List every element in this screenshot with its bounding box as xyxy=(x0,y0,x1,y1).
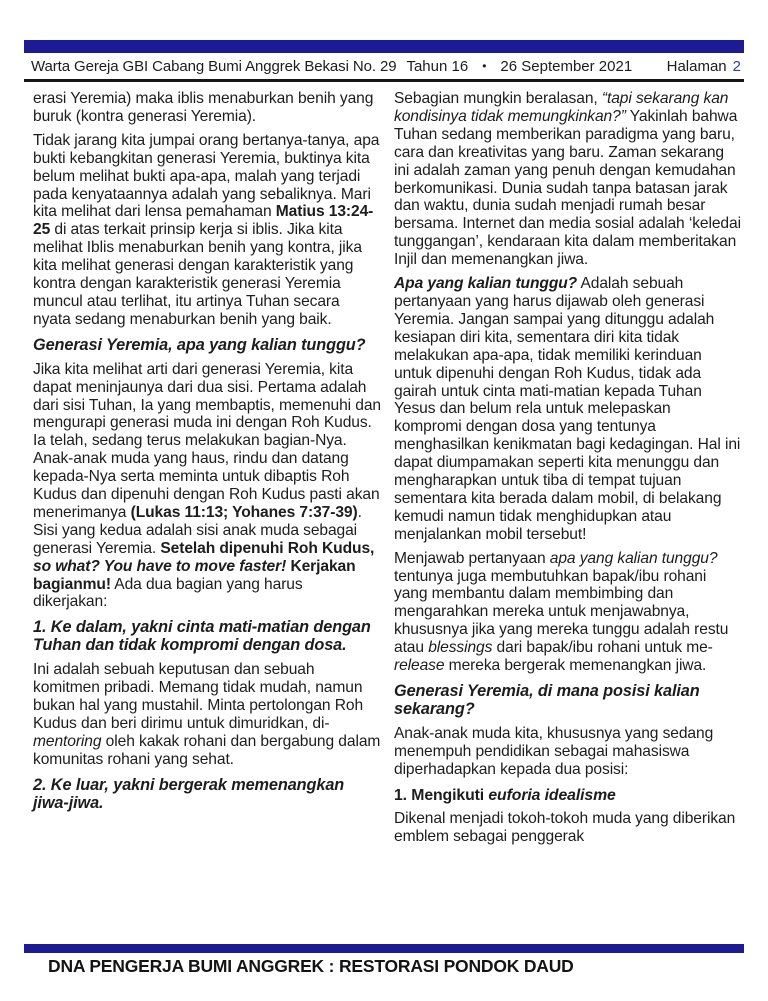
text-run: Sebagian mungkin beralasan, xyxy=(394,90,602,107)
text-run: so what? You have to move faster! xyxy=(33,557,287,575)
text-run: apa yang kalian tunggu? xyxy=(549,549,718,567)
newsletter-year: Tahun 16 xyxy=(406,58,469,75)
header-rule-divider xyxy=(24,79,744,82)
page-number-label: Halaman xyxy=(666,58,727,75)
text-run: tentunya juga membutuhkan bapak/ibu rohani yang membantu dalam membimbing dan mengarahkan mereka untuk menjawabnya, khususnya jika yang mereka tunggu adalah restu atau xyxy=(394,567,729,657)
paragraph xyxy=(394,810,742,846)
text-run: 2. Ke luar, yakni bergerak memenangkan jiwa-jiwa. xyxy=(33,775,345,812)
footer-slogan: DNA PENGERJA BUMI ANGGREK : RESTORASI PONDOK DAUD xyxy=(48,956,574,976)
text-run: 1. Mengikuti xyxy=(394,786,489,804)
paragraph xyxy=(394,725,742,779)
section-heading xyxy=(33,337,381,355)
text-run: “tapi sekarang kan kondisinya tidak memungkinkan?” xyxy=(394,90,729,125)
paragraph xyxy=(33,661,381,768)
text-run: mentoring xyxy=(33,732,102,750)
article-column-left xyxy=(33,90,381,852)
text-run: dari bapak/ibu rohani untuk me- xyxy=(492,639,713,657)
text-run: euforia idealisme xyxy=(488,786,616,804)
text-run: release xyxy=(394,657,445,675)
paragraph xyxy=(33,361,381,612)
text-run: Setelah dipenuhi Roh Kudus, xyxy=(160,539,375,557)
text-run: blessings xyxy=(428,639,493,657)
text-run: Apa yang kalian tunggu? xyxy=(394,275,578,293)
text-run: di atas terkait prinsip kerja si iblis. Jika kita melihat Iblis menaburkan benih yang kontra, jika kita melihat generasi dengan karakteristik yang kontra dengan karakteristik generasi Yeremia muncul atau terlihat, itu artinya Tuhan secara nyata sedang menaburkan benih yang baik. xyxy=(33,221,362,328)
paragraph xyxy=(33,132,381,329)
page-number-value: 2 xyxy=(732,58,741,75)
article-column-right xyxy=(394,90,742,852)
paragraph xyxy=(394,550,742,675)
text-run: Tidak jarang kita jumpai orang bertanya-tanya, apa bukti kebangkitan generasi Yeremia, buktinya kita belum melihat bukti apa-apa, malah yang terjadi pada kenyataannya adalah yang sebaliknya. Mari kita melihat dari lensa pemahaman xyxy=(33,131,380,221)
bullet-separator-icon: • xyxy=(482,59,487,73)
text-run: 1. Ke dalam, yakni cinta mati-matian dengan Tuhan dan tidak kompromi dengan dosa. xyxy=(33,618,371,655)
text-run: Jika kita melihat arti dari generasi Yeremia, kita dapat meninjaunya dari dua sisi. Pertama adalah dari sisi Tuhan, Ia yang membaptis, memenuhi dan mengurapi generasi muda ini dengan Roh Kudus. Ia telah, sedang terus melakukan bagian-Nya. Anak-anak muda yang haus, rindu dan datang kepada-Nya serta meminta untuk dibaptis Roh Kudus dan dipenuhi dengan Roh Kudus pasti akan menerimanya xyxy=(33,360,381,521)
text-run: Yakinlah bahwa Tuhan sedang memberikan paradigma yang baru, cara dan kreativitas yang baru. Zaman sekarang ini adalah zaman yang penuh dengan kemudahan berkomunikasi. Dunia sudah tanpa batasan jarak dan waktu, dunia sudah menjadi rumah besar bersama. Internet dan media sosial adalah ‘keledai tunggangan’, kendaraan kita dalam memberitakan Injil dan memenangkan jiwa. xyxy=(394,107,741,269)
text-run: Kerjakan bagianmu! xyxy=(33,557,356,593)
text-run: Anak-anak muda kita, khususnya yang sedang menempuh pendidikan sebagai mahasiswa diperhadapkan kepada dua posisi: xyxy=(394,724,714,778)
text-run: oleh kakak rohani dan bergabung dalam komunitas rohani yang sehat. xyxy=(33,732,381,768)
text-run: Menjawab pertanyaan xyxy=(394,549,550,567)
section-heading xyxy=(33,777,381,813)
text-run: Ini adalah sebuah keputusan dan sebuah komitmen pribadi. Memang tidak mudah, namun bukan hal yang mustahil. Minta pertolongan Roh Kudus dan beri dirimu untuk dimuridkan, di- xyxy=(33,661,364,732)
page-number-group xyxy=(667,57,741,76)
text-run: . Sisi yang kedua adalah sisi anak muda sebagai generasi Yeremia. xyxy=(33,503,362,557)
text-run: erasi Yeremia) maka iblis menaburkan benih yang buruk (kontra generasi Yeremia). xyxy=(33,90,374,125)
text-run: Generasi Yeremia, di mana posisi kalian sekarang? xyxy=(394,682,700,718)
section-heading xyxy=(394,683,742,719)
paragraph xyxy=(394,90,742,269)
section-heading xyxy=(394,787,742,805)
text-run: Generasi Yeremia, apa yang kalian tunggu? xyxy=(33,335,366,354)
text-run: (Lukas 11:13; Yohanes 7:37-39) xyxy=(130,503,358,521)
newsletter-title: Warta Gereja GBI Cabang Bumi Anggrek Bekasi No. 29 xyxy=(31,58,397,75)
text-run: Dikenal menjadi tokoh-tokoh muda yang diberikan emblem sebagai penggerak xyxy=(394,810,736,846)
header-masthead xyxy=(31,57,632,77)
page-header xyxy=(31,57,741,77)
bottom-navy-bar xyxy=(24,944,744,953)
text-run: Matius 13:24-25 xyxy=(33,203,374,239)
text-run: Ada dua bagian yang harus dikerjakan: xyxy=(33,575,303,611)
text-run: mereka bergerak memenangkan jiwa. xyxy=(444,657,707,675)
paragraph xyxy=(33,90,381,126)
text-run: Adalah sebuah pertanyaan yang harus dijawab oleh generasi Yeremia. Jangan sampai yang ditunggu adalah kesiapan diri kita, sementara diri kita tidak melakukan apa-apa, tidak memiliki kerinduan untuk dipenuhi dengan Roh Kudus, tidak ada gairah untuk cinta mati-matian kepada Tuhan Yesus dan belum rela untuk melepaskan kompromi dengan dosa yang tentunya menghasilkan kenikmatan bagi kedagingan. Hal ini dapat diumpamakan seperti kita menunggu dan mengharapkan untuk tiba di tempat tujuan sementara kita berada dalam mobil, di belakang kemudi namun tidak menghidupkan atau menjalankan mobil tersebut! xyxy=(394,275,741,543)
article-body xyxy=(33,90,742,852)
section-heading xyxy=(33,619,381,655)
top-navy-bar xyxy=(24,40,744,53)
paragraph xyxy=(394,275,742,544)
issue-date: 26 September 2021 xyxy=(500,58,633,75)
